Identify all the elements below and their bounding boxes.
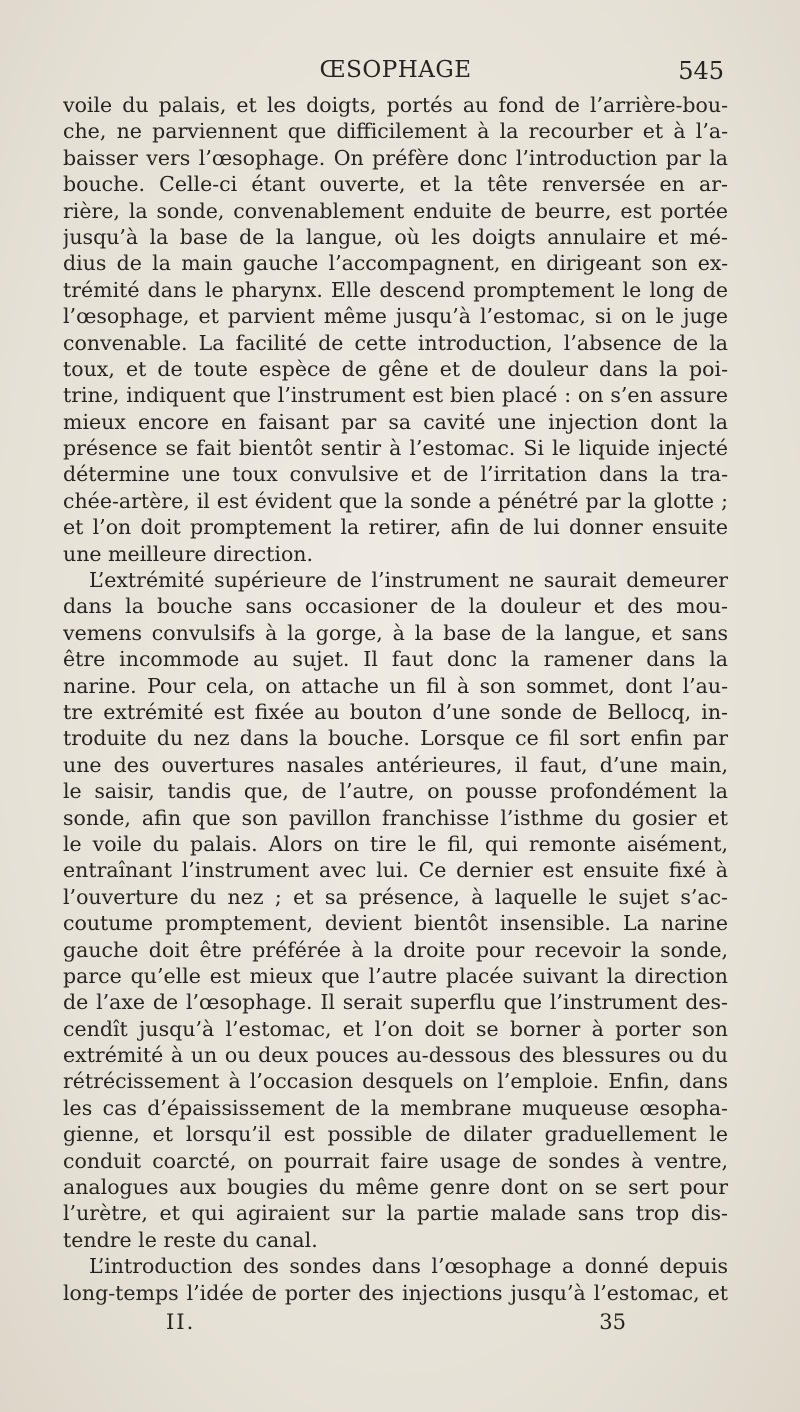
- running-title: ŒSOPHAGE: [319, 57, 472, 83]
- text-line: une des ouvertures nasales antérieures, il faut, d’une main,: [63, 752, 728, 777]
- body-text: [63, 92, 728, 1306]
- text-line: entraînant l’instrument avec lui. Ce dernier est ensuite fixé à: [63, 858, 728, 883]
- text-line: narine. Pour cela, on attache un fil à son sommet, dont l’au-: [63, 673, 728, 698]
- text-line: l’urètre, et qui agiraient sur la partie malade sans trop dis-: [63, 1201, 728, 1226]
- text-line: chée-artère, il est évident que la sonde a pénétré par la glotte ;: [63, 488, 728, 513]
- text-line: troduite du nez dans la bouche. Lorsque ce fil sort enfin par: [63, 726, 728, 751]
- text-line: mieux encore en faisant par sa cavité une injection dont la: [63, 409, 728, 434]
- text-line: de l’axe de l’œsophage. Il serait superflu que l’instrument des-: [63, 990, 728, 1015]
- text-line: tendre le reste du canal.: [63, 1227, 318, 1252]
- text-line: jusqu’à la base de la langue, où les doigts annulaire et mé-: [63, 224, 728, 249]
- text-line: toux, et de toute espèce de gêne et de douleur dans la poi-: [63, 356, 728, 381]
- text-line: bouche. Celle-ci étant ouverte, et la tête renversée en ar-: [63, 172, 728, 197]
- text-line: parce qu’elle est mieux que l’autre placée suivant la direction: [63, 963, 728, 988]
- running-header: [63, 55, 728, 91]
- text-line: cendît jusqu’à l’estomac, et l’on doit se borner à porter son: [63, 1016, 728, 1041]
- text-line: dius de la main gauche l’accompagnent, en dirigeant son ex-: [63, 251, 728, 276]
- text-line: être incommode au sujet. Il faut donc la ramener dans la: [63, 647, 728, 672]
- text-line: dans la bouche sans occasioner de la douleur et des mou-: [63, 594, 728, 619]
- text-line: coutume promptement, devient bientôt insensible. La narine: [63, 911, 728, 936]
- text-line: gienne, et lorsqu’il est possible de dilater graduellement le: [63, 1122, 728, 1147]
- text-line: convenable. La facilité de cette introduction, l’absence de la: [63, 330, 728, 355]
- text-line: et l’on doit promptement la retirer, afin de lui donner ensuite: [63, 515, 728, 540]
- page-number: 545: [678, 57, 724, 85]
- text-line: rière, la sonde, convenablement enduite de beurre, est portée: [63, 198, 728, 223]
- text-line: trémité dans le pharynx. Elle descend promptement le long de: [63, 277, 728, 302]
- text-line: gauche doit être préférée à la droite pour recevoir la sonde,: [63, 937, 728, 962]
- text-line: l’œsophage, et parvient même jusqu’à l’estomac, si on le juge: [63, 304, 728, 329]
- text-line: présence se fait bientôt sentir à l’estomac. Si le liquide injecté: [63, 436, 728, 461]
- text-line: sonde, afin que son pavillon franchisse l’isthme du gosier et: [63, 805, 728, 830]
- text-line: le voile du palais. Alors on tire le fil, qui remonte aisément,: [63, 831, 728, 856]
- text-line: extrémité à un ou deux pouces au-dessous des blessures ou du: [63, 1043, 728, 1068]
- text-line: une meilleure direction.: [63, 541, 314, 566]
- sheet-number: 35: [599, 1309, 626, 1334]
- signature-mark: II.: [166, 1309, 196, 1334]
- text-line: le saisir, tandis que, de l’autre, on pousse profondément la: [63, 779, 728, 804]
- text-line: vemens convulsifs à la gorge, à la base de la langue, et sans: [63, 620, 728, 645]
- text-line: voile du palais, et les doigts, portés au fond de l’arrière-bou-: [63, 93, 728, 117]
- text-line: analogues aux bougies du même genre dont on se sert pour: [63, 1175, 728, 1200]
- text-line: baisser vers l’œsophage. On préfère donc l’introduction par la: [63, 145, 728, 170]
- paragraph-start-line: L’introduction des sondes dans l’œsophage a donné depuis: [89, 1254, 728, 1279]
- text-line: les cas d’épaississement de la membrane muqueuse œsopha-: [63, 1095, 728, 1120]
- text-line: che, ne parviennent que difficilement à la recourber et à l’a-: [63, 119, 728, 144]
- text-line: trine, indiquent que l’instrument est bien placé : on s’en assure: [63, 383, 728, 408]
- text-line: conduit coarcté, on pourrait faire usage de sondes à ventre,: [63, 1148, 728, 1173]
- book-page: [63, 55, 728, 1340]
- text-line: l’ouverture du nez ; et sa présence, à laquelle le sujet s’ac-: [63, 884, 728, 909]
- text-line: long-temps l’idée de porter des injections jusqu’à l’estomac, et: [63, 1280, 728, 1305]
- text-line: rétrécissement à l’occasion desquels on l’emploie. Enfin, dans: [63, 1069, 728, 1094]
- page-footer: [63, 1310, 728, 1340]
- paragraph-start-line: L’extrémité supérieure de l’instrument ne saurait demeurer: [89, 568, 728, 593]
- text-line: tre extrémité est fixée au bouton d’une sonde de Bellocq, in-: [63, 699, 728, 724]
- text-line: détermine une toux convulsive et de l’irritation dans la tra-: [63, 462, 728, 487]
